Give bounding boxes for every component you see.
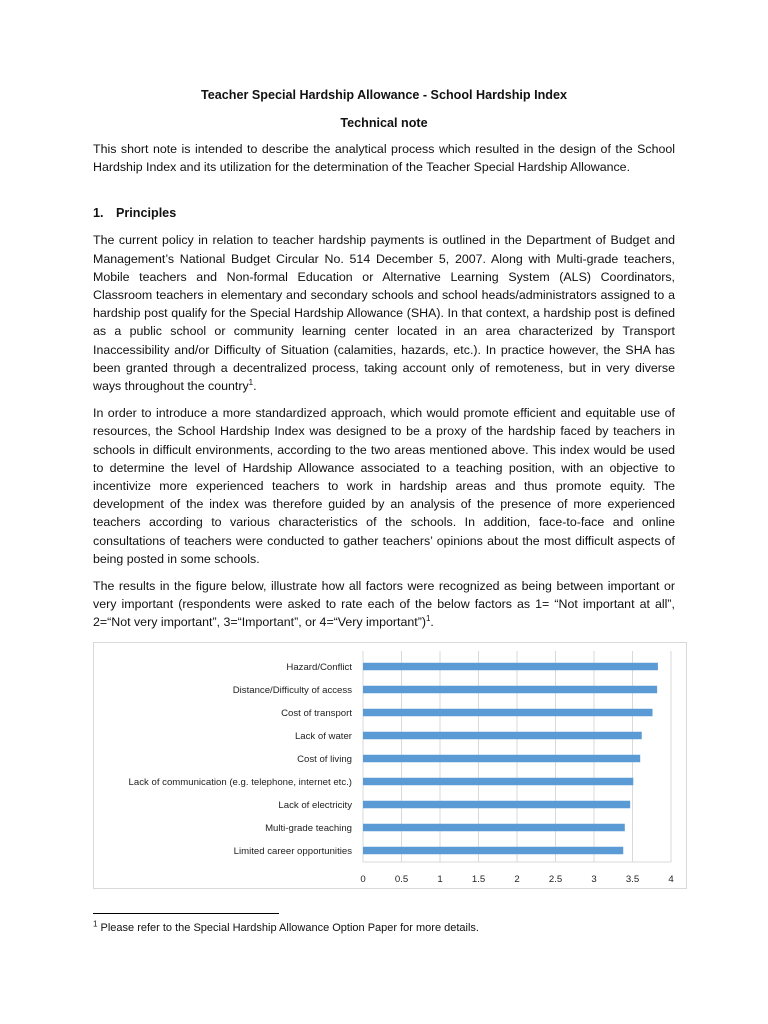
document-body xyxy=(93,86,675,632)
footnote-text: Please refer to the Special Hardship Allowance Option Paper for more details. xyxy=(97,922,479,934)
x-tick-label: 4 xyxy=(668,874,674,885)
x-tick-label: 0.5 xyxy=(394,874,409,885)
section-number: 1. xyxy=(93,206,104,221)
paragraph-results-text: The results in the figure below, illustrate how all factors were recognized as being between important or very important (respondents were asked to rate each of the below factors as 1= “Not important at all”, 2=“Not very important”, 3=“Important”, or 4=“Very important”) xyxy=(93,579,675,630)
category-label: Lack of communication (e.g. telephone, internet etc.) xyxy=(128,777,352,788)
bar xyxy=(363,755,640,763)
bar xyxy=(363,663,658,671)
x-tick-label: 3.5 xyxy=(625,874,640,885)
hardship-factors-chart xyxy=(93,642,687,889)
intro-paragraph: This short note is intended to describe the analytical process which resulted in the design of the School Hardship Index and its utilization for the determination of the Teacher Special Hardship Allowance. xyxy=(93,142,675,175)
category-label: Cost of transport xyxy=(281,708,352,719)
category-label: Lack of water xyxy=(294,731,352,742)
bar xyxy=(363,778,633,786)
footnote-divider xyxy=(93,913,279,914)
x-tick-label: 2 xyxy=(514,874,520,885)
category-label: Multi-grade teaching xyxy=(265,823,352,834)
category-label: Limited career opportunities xyxy=(233,846,352,857)
paragraph-policy-end: . xyxy=(253,379,257,394)
footnote-ref-2[interactable]: 1 xyxy=(425,614,431,624)
paragraph-results xyxy=(93,577,675,632)
chart-svg xyxy=(94,643,686,888)
document-subtitle: Technical note xyxy=(340,116,428,130)
section-title: Principles xyxy=(116,206,177,221)
bar xyxy=(363,686,657,694)
bar xyxy=(363,732,642,740)
paragraph-policy-text: The current policy in relation to teacher hardship payments is outlined in the Department of Budget and Management’s National Budget Circular No. 514 December 5, 2007. Along with Multi-grade teachers, Mobile teachers and Non-formal Education or Alternative Learning System (ALS) Coordinators, Classroom teachers in elementary and secondary schools and school heads/administrators assigned to a hardship post qualify for the Special Hardship Allowance (SHA). In that context, a hardship post is defined as a public school or community learning center located in an area characterized by Transport Inaccessibility and/or Difficulty of Situation (calamities, hazards, etc.). In practice however, the SHA has been granted through a decentralized process, taking account only of remoteness, but in very diverse ways throughout the country xyxy=(93,233,675,394)
bar xyxy=(363,824,625,832)
footnote-marker: 1 xyxy=(93,919,98,929)
paragraph-results-end: . xyxy=(430,615,434,630)
category-label: Cost of living xyxy=(297,754,352,765)
footnote xyxy=(93,920,479,936)
category-label: Lack of electricity xyxy=(278,800,352,811)
section-heading xyxy=(93,204,675,222)
x-tick-label: 0 xyxy=(360,874,366,885)
paragraph-policy xyxy=(93,231,675,395)
document-title: Teacher Special Hardship Allowance - School Hardship Index xyxy=(200,88,567,102)
x-tick-label: 2.5 xyxy=(548,874,563,885)
bar xyxy=(363,847,623,855)
footnote-ref[interactable]: 1 xyxy=(248,377,254,387)
category-label: Hazard/Conflict xyxy=(286,662,352,673)
bar xyxy=(363,709,653,717)
category-label: Distance/Difficulty of access xyxy=(232,685,352,696)
paragraph-index: In order to introduce a more standardized approach, which would promote efficient and equitable use of resources, the School Hardship Index was designed to be a proxy of the hardship faced by teachers in schools in difficult environments, according to the two areas mentioned above. This index would be used to determine the level of Hardship Allowance associated to a teaching position, with an objective to incentivize more experienced teachers to work in hardship areas and thus promote equity. The development of the index was therefore guided by an analysis of the presence of more experienced teachers according to various characteristics of the schools. In addition, face-to-face and online consultations of teachers were conducted to gather teachers’ opinions about the most difficult aspects of being posted in some schools. xyxy=(93,406,675,566)
x-tick-label: 3 xyxy=(591,874,597,885)
bar xyxy=(363,801,630,809)
x-tick-label: 1 xyxy=(437,874,443,885)
x-tick-label: 1.5 xyxy=(471,874,486,885)
